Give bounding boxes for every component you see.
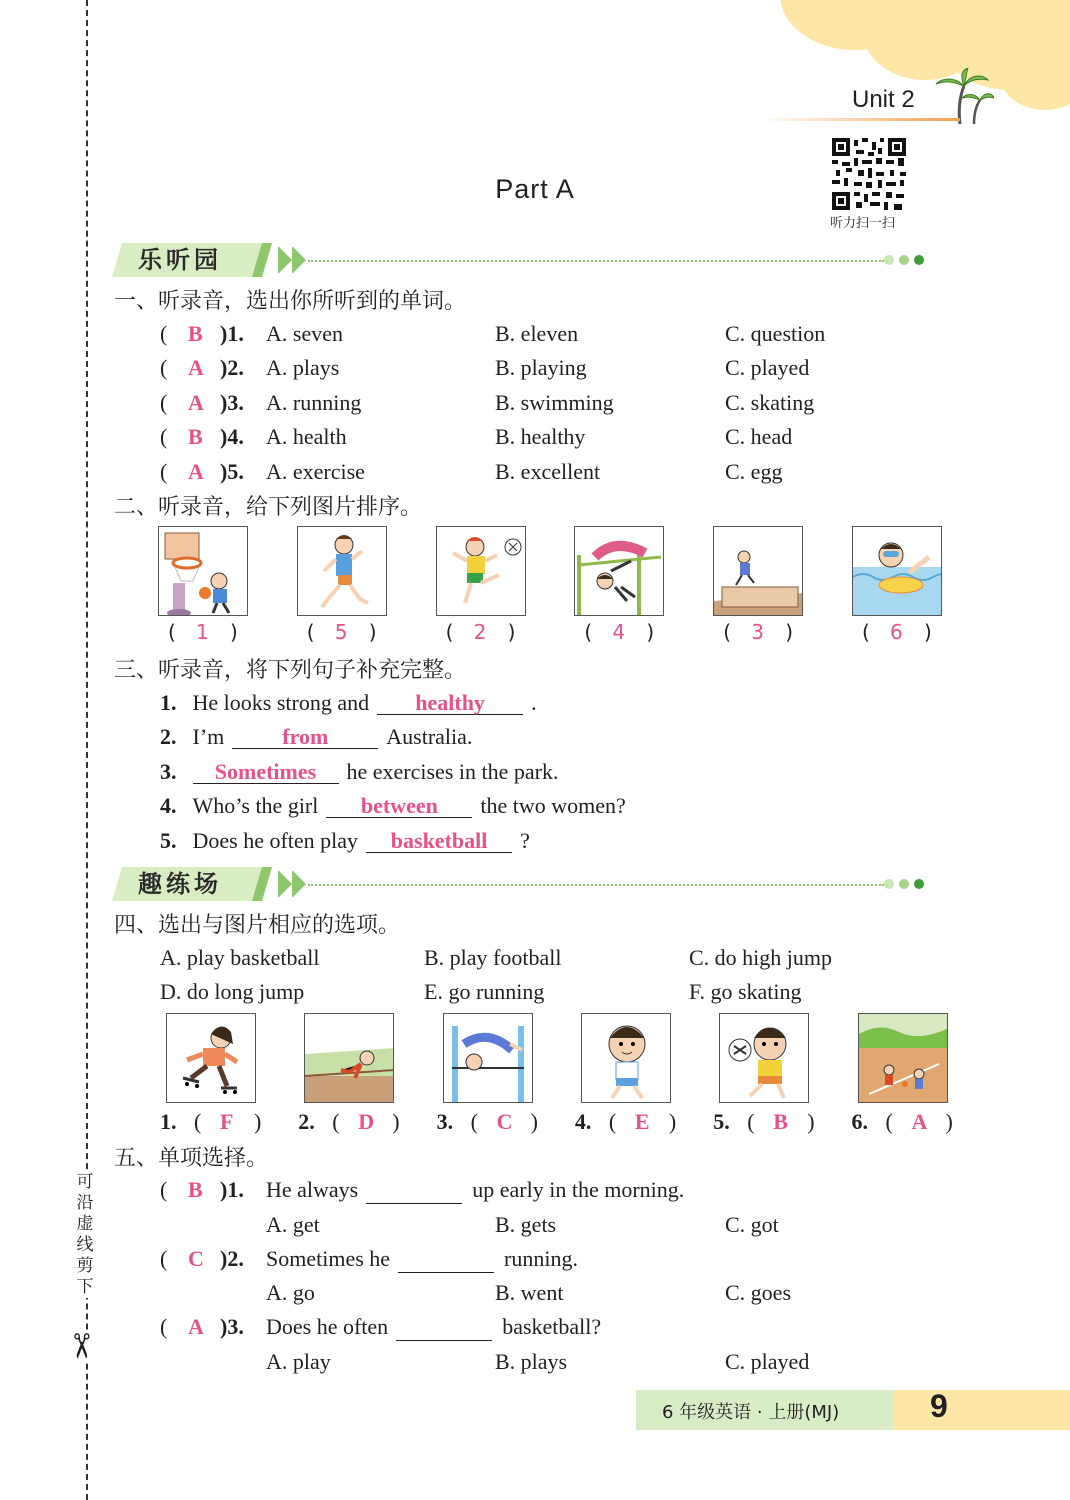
option-label: A. play basketball [160,945,320,970]
sentence-row [160,758,558,786]
open-paren: ( [160,458,168,484]
picture-number: 3. [436,1109,454,1134]
option-label: F. go skating [689,979,802,1004]
answer-letter: A [188,458,204,484]
open-paren: ( [160,1245,168,1271]
skating-picture [166,1013,256,1103]
option-c: C. played [725,1348,810,1374]
dot-icon [884,255,894,265]
section-2-title: 二、听录音，给下列图片排序。 [114,495,423,520]
choice-question-row [160,1176,920,1206]
order-number: 4 [612,620,626,644]
fill-blank-answer[interactable]: Sometimes [193,758,339,784]
open-paren: ( [160,1177,168,1202]
question-sentence [266,1313,601,1341]
basketball-court-picture [858,1013,948,1103]
question-sentence [266,1176,684,1204]
section-5-title: 五、单项选择。 [114,1146,269,1171]
dot-icon [899,255,909,265]
banner-arrow-icon [278,870,292,898]
sentence-number: 2. [160,724,177,750]
answer-letter: B [188,1177,203,1202]
answer-letter: B [188,424,203,450]
sentence-number: 3. [160,758,177,784]
option-a: A. running [266,389,362,415]
open-paren: ( [160,389,168,415]
question-number: )1. [220,321,244,346]
answer-letter: A [188,355,204,381]
open-paren: ( [160,355,168,381]
fill-blank-answer[interactable]: from [232,723,378,749]
close-paren: ) [668,1109,677,1134]
answer-letter: E [634,1109,650,1134]
answer-letter: F [220,1109,234,1134]
open-paren: ( [160,424,168,450]
high-jump-picture [574,526,664,616]
choice-blank[interactable] [396,1315,492,1341]
sentence-before: I’m [192,724,225,750]
close-paren: ) [924,620,932,644]
question-number: )1. [220,1177,244,1202]
choice-question-row [160,1313,920,1343]
close-paren: ) [807,1109,815,1134]
sentence-row [160,689,537,717]
sentence-number: 4. [160,793,177,819]
answer-letter: C [188,1245,204,1271]
open-paren: ( [862,620,870,644]
banner-arrow-icon [278,246,292,274]
question-number: )2. [220,1245,244,1271]
sentence-after: . [531,690,537,715]
long-jump-picture [304,1013,394,1103]
sentence-before: Sometimes he [266,1245,391,1271]
open-paren: ( [306,620,315,644]
banner-arrow-icon [292,870,306,898]
close-paren: ) [785,620,793,644]
sentence-after: running. [504,1245,578,1271]
page-title: Part A [495,174,575,204]
picture-number: 1. [160,1109,177,1134]
answer-letter: A [188,389,204,415]
practice-banner [112,867,274,901]
sentence-before: Does he often play [192,827,359,853]
option-a: A. play [266,1348,331,1374]
practice-banner-label: 趣练场 [138,870,222,898]
choice-blank[interactable] [366,1178,462,1204]
running-picture [297,526,387,616]
section-4-title: 四、选出与图片相应的选项。 [114,913,401,938]
option-b: B. plays [495,1348,568,1374]
open-paren: ( [194,1109,202,1134]
football-picture [719,1013,809,1103]
option-b: B. playing [495,355,587,381]
picture-number: 4. [574,1109,592,1134]
choice-question-row [160,1245,920,1275]
choice-options-row [160,1279,920,1309]
sentence-row [160,827,530,855]
question-number: )5. [220,458,244,484]
listen-banner [112,243,274,277]
picture-number: 6. [851,1109,868,1134]
footer-grade: 6 年级英语 · 上册(MJ) [662,1402,840,1423]
order-number: 6 [890,620,903,644]
option-a: A. health [266,424,347,450]
option-c: C. played [725,355,810,381]
picture-number: 2. [298,1109,315,1134]
choice-options-row [160,1348,920,1378]
option-label: C. do high jump [689,945,833,970]
open-paren: ( [445,620,454,644]
sentence-before: He looks strong and [192,690,370,715]
close-paren: ) [945,1109,953,1134]
unit-label: Unit 2 [852,86,915,113]
fill-blank-answer[interactable]: between [326,792,472,818]
option-c: C. skating [725,389,815,415]
option-label: D. do long jump [160,979,305,1004]
answer-letter: A [911,1109,928,1134]
sentence-after: ? [520,827,530,853]
dotted-divider [308,884,884,886]
option-label: B. play football [424,945,562,970]
open-paren: ( [160,1314,168,1340]
basketball-picture [158,526,248,616]
question-number: )3. [220,1314,244,1340]
answer-letter: B [188,321,203,346]
close-paren: ) [646,620,655,644]
order-number: 1 [196,620,209,644]
option-a: A. exercise [266,458,365,484]
page-number: 9 [930,1388,948,1424]
unit-underline [760,118,960,121]
order-number: 2 [473,620,487,644]
option-c: C. egg [725,458,783,484]
sentence-row [160,723,472,751]
sentence-after: up early in the morning. [472,1177,685,1202]
open-paren: ( [470,1109,478,1134]
long-jump-picture [713,526,803,616]
open-paren: ( [723,620,731,644]
option-b: B. swimming [495,389,614,415]
question-sentence [266,1245,578,1273]
football-picture [436,526,526,616]
option-c: C. got [725,1211,779,1237]
option-a: A. get [266,1211,320,1237]
banner-arrow-icon [292,246,306,274]
sentence-number: 1. [160,690,177,715]
answer-letter: B [773,1109,788,1134]
sentence-before: He always [266,1177,359,1202]
open-paren: ( [747,1109,755,1134]
close-paren: ) [368,620,377,644]
section-1-title: 一、听录音，选出你所听到的单词。 [114,289,467,314]
sentence-number: 5. [160,827,177,853]
question-number: )3. [220,389,244,415]
sentence-after: he exercises in the park. [346,758,559,784]
dotted-divider [308,260,884,262]
section-3-title: 三、听录音，将下列句子补充完整。 [114,658,467,683]
fill-blank-answer[interactable]: healthy [377,689,523,715]
sentence-after: Australia. [386,724,473,750]
picture-number: 5. [713,1109,730,1134]
order-number: 3 [751,620,764,644]
option-c: C. question [725,321,826,346]
close-paren: ) [230,620,238,644]
sentence-before: Who’s the girl [192,793,319,819]
close-paren: ) [507,620,516,644]
open-paren: ( [885,1109,893,1134]
option-a: A. plays [266,355,340,381]
open-paren: ( [608,1109,617,1134]
sentence-after: the two women? [480,793,626,819]
question-number: )4. [220,424,244,450]
close-paren: ) [254,1109,262,1134]
dot-icon [914,255,924,265]
sentence-row [160,792,626,820]
answer-letter: A [188,1314,204,1340]
close-paren: ) [530,1109,538,1134]
high-jump-picture [443,1013,533,1103]
order-number: 5 [334,620,348,644]
answer-letter: C [496,1109,513,1134]
answer-letter: D [358,1109,375,1134]
close-paren: ) [392,1109,400,1134]
open-paren: ( [168,620,176,644]
cut-note: 可沿虚线剪下 [74,1172,96,1298]
option-c: C. goes [725,1280,791,1306]
sentence-after: basketball? [502,1314,602,1340]
option-a: A. go [266,1280,315,1306]
footer-page-box [893,1390,1070,1430]
listen-banner-label: 乐听园 [138,246,222,274]
dot-icon [914,879,924,889]
open-paren: ( [160,321,168,346]
option-b: B. excellent [495,458,601,484]
option-b: B. gets [495,1211,557,1237]
dot-icon [884,879,894,889]
boy-picture [581,1013,671,1103]
option-a: A. seven [266,321,343,346]
option-b: B. healthy [495,424,586,450]
question-number: )2. [220,355,244,381]
qr-caption: 听力扫一扫 [830,216,896,231]
choice-options-row [160,1211,920,1241]
scissors-icon: ✂ [60,1331,101,1361]
option-b: B. eleven [495,321,579,346]
option-b: B. went [495,1280,564,1306]
open-paren: ( [332,1109,340,1134]
sentence-before: Does he often [266,1314,389,1340]
open-paren: ( [584,620,593,644]
fill-blank-answer[interactable]: basketball [366,827,512,853]
option-c: C. head [725,424,793,450]
option-label: E. go running [424,979,545,1004]
dot-icon [899,879,909,889]
swimming-picture [852,526,942,616]
choice-blank[interactable] [398,1247,494,1273]
